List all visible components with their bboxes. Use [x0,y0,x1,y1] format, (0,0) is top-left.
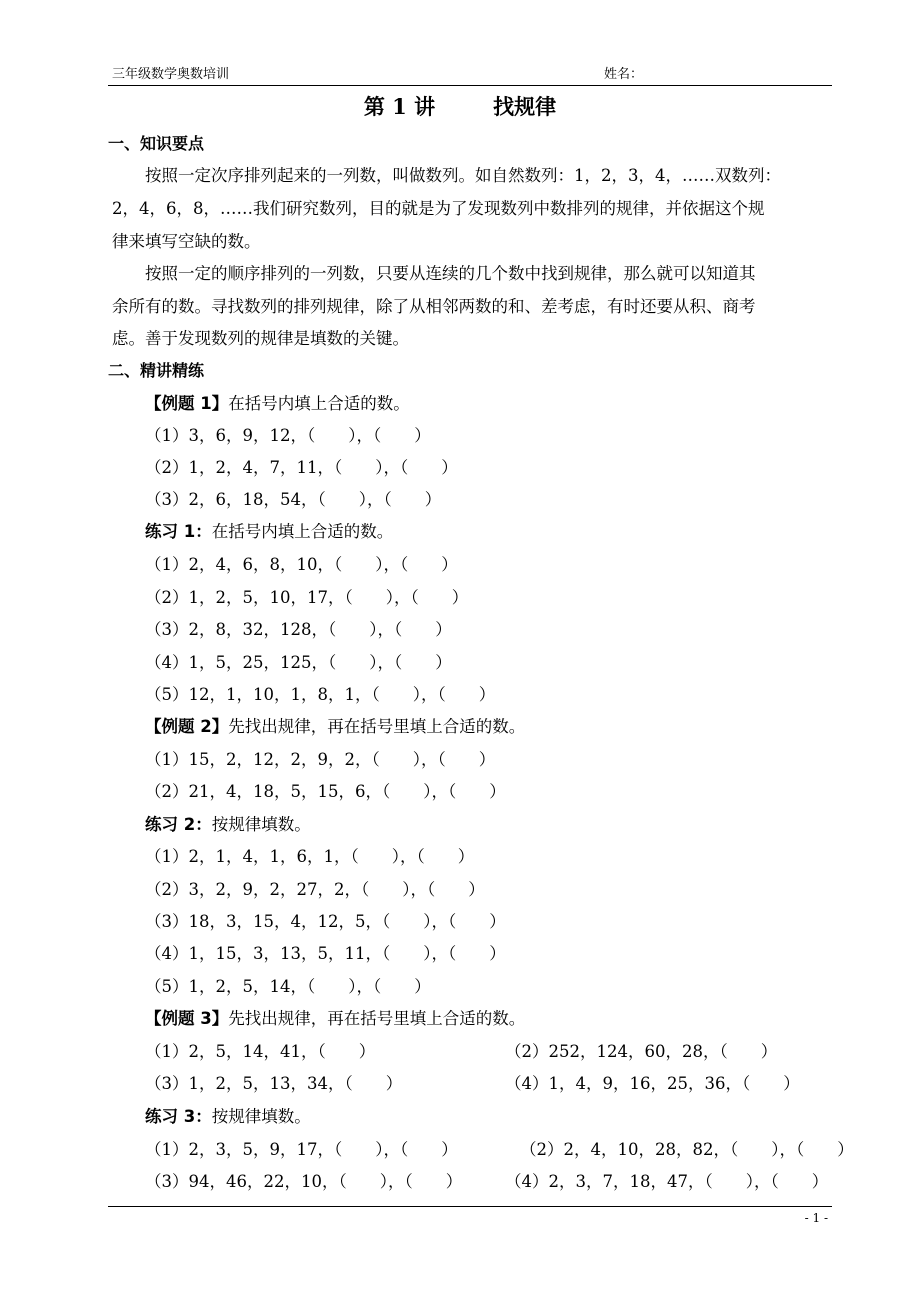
exercise-item: （1）2，4，6，8，10，（ ），（ ） [145,555,458,574]
paragraph-line: 律来填写空缺的数。 [112,232,261,251]
practice-instruction: 按规律填数。 [211,1107,311,1126]
example-3-heading [145,1005,525,1029]
header-name-label: 姓名： [604,67,644,82]
exercise-item: （4）1，15，3，13，5，11，（ ），（ ） [145,944,506,963]
example-2-heading [145,713,525,737]
practice-instruction: 按规律填数。 [211,815,311,834]
header-divider [108,85,832,86]
example-label: 【例题 1】 [145,394,229,413]
section-heading-practice: 二、精讲精练 [108,361,205,380]
exercise-item: （1）2，1，4，1，6，1，（ ），（ ） [145,847,475,866]
page-number: - 1 - [804,1211,828,1225]
exercise-item: （3）2，8，32，128，（ ），（ ） [145,620,452,639]
paragraph-line: 余所有的数。寻找数列的排列规律，除了从相邻两数的和、差考虑，有时还要从积、商考 [112,297,756,316]
lecture-number: 第 1 讲 [363,94,436,119]
paragraph-line: 虑。善于发现数列的规律是填数的关键。 [112,329,409,348]
exercise-item: （2）252，124，60，28，（ ） [505,1042,778,1061]
section-heading-knowledge: 一、知识要点 [108,134,205,153]
exercise-item: （5）1，2，5，14，（ ），（ ） [145,977,431,996]
example-instruction: 先找出规律，再在括号里填上合适的数。 [228,1009,526,1028]
exercise-item: （1）2，3，5，9，17，（ ），（ ） [145,1140,458,1159]
exercise-item: （3）2，6，18，54，（ ），（ ） [145,490,442,509]
exercise-item: （4）2，3，7，18，47，（ ），（ ） [505,1172,829,1191]
example-label: 【例题 3】 [145,1009,229,1028]
example-1-heading [145,390,410,414]
exercise-item: （2）1，2，5，10，17，（ ），（ ） [145,588,469,607]
lecture-topic: 找规律 [493,94,557,119]
practice-2-heading [145,811,311,835]
practice-label: 练习 1： [145,522,212,541]
exercise-item: （2）3，2，9，2，27，2，（ ），（ ） [145,880,485,899]
exercise-item: （3）1，2，5，13，34，（ ） [145,1074,403,1093]
example-instruction: 在括号内填上合适的数。 [228,394,410,413]
exercise-item: （2）2，4，10，28，82，（ ），（ ） [520,1140,854,1159]
practice-3-heading [145,1103,311,1127]
practice-label: 练习 3： [145,1107,212,1126]
exercise-item: （4）1，5，25，125，（ ），（ ） [145,653,452,672]
exercise-item: （3）18，3，15，4，12，5，（ ），（ ） [145,912,506,931]
exercise-item: （4）1，4，9，16，25，36，（ ） [505,1074,800,1093]
exercise-item: （1）15，2，12，2，9，2，（ ），（ ） [145,750,496,769]
practice-1-heading [145,518,393,542]
example-label: 【例题 2】 [145,717,229,736]
page-title [0,91,920,121]
exercise-item: （5）12，1，10，1，8，1，（ ），（ ） [145,685,496,704]
exercise-item: （2）1，2，4，7，11，（ ），（ ） [145,458,458,477]
paragraph-line: 2，4，6，8，……我们研究数列，目的就是为了发现数列中数排列的规律，并依据这个规 [112,199,765,218]
footer-divider [108,1206,832,1207]
exercise-item: （1）2，5，14，41，（ ） [145,1042,376,1061]
example-instruction: 先找出规律，再在括号里填上合适的数。 [228,717,526,736]
exercise-item: （1）3，6，9，12，（ ），（ ） [145,426,431,445]
header-course: 三年级数学奥数培训 [112,67,230,82]
practice-instruction: 在括号内填上合适的数。 [211,522,394,541]
paragraph-line: 按照一定的顺序排列的一列数，只要从连续的几个数中找到规律，那么就可以知道其 [145,264,756,283]
exercise-item: （2）21，4，18，5，15，6，（ ），（ ） [145,782,506,801]
practice-label: 练习 2： [145,815,212,834]
exercise-item: （3）94，46，22，10，（ ），（ ） [145,1172,463,1191]
paragraph-line: 按照一定次序排列起来的一列数，叫做数列。如自然数列：1，2，3，4，……双数列： [145,166,781,185]
